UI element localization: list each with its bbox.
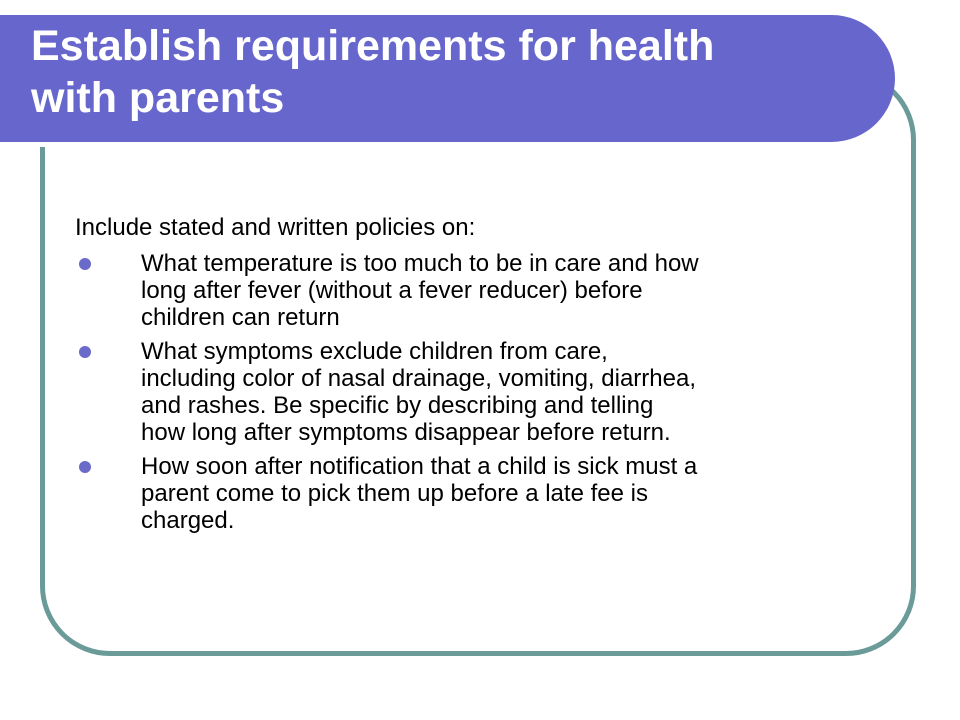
bullet-item-temperature [75, 250, 905, 331]
bullet-dot-icon [79, 346, 91, 358]
bullet-item-pickup [75, 453, 905, 534]
bullet-line: and rashes. Be specific by describing and telling [141, 392, 654, 419]
bullet-list [75, 250, 905, 534]
bullet-line: parent come to pick them up before a late fee is [141, 480, 648, 507]
slide-title-line-2: with parents [31, 74, 285, 122]
bullet-line: charged. [141, 507, 235, 534]
bullet-line: How soon after notification that a child is sick must a [141, 453, 698, 480]
bullet-line: What temperature is too much to be in care and how [141, 250, 699, 277]
bullet-line: long after fever (without a fever reducer) before [141, 277, 643, 304]
bullet-dot-icon [79, 461, 91, 473]
slide-title-line-1: Establish requirements for health [31, 22, 715, 70]
slide-body [75, 214, 905, 541]
intro-text: Include stated and written policies on: [75, 214, 476, 241]
title-underline [0, 142, 848, 147]
bullet-line: children can return [141, 304, 340, 331]
bullet-line: including color of nasal drainage, vomiting, diarrhea, [141, 365, 696, 392]
slide-title [31, 20, 851, 124]
bullet-dot-icon [79, 258, 91, 270]
bullet-line: What symptoms exclude children from care, [141, 338, 608, 365]
bullet-line: how long after symptoms disappear before return. [141, 419, 671, 446]
bullet-item-symptoms [75, 338, 905, 446]
